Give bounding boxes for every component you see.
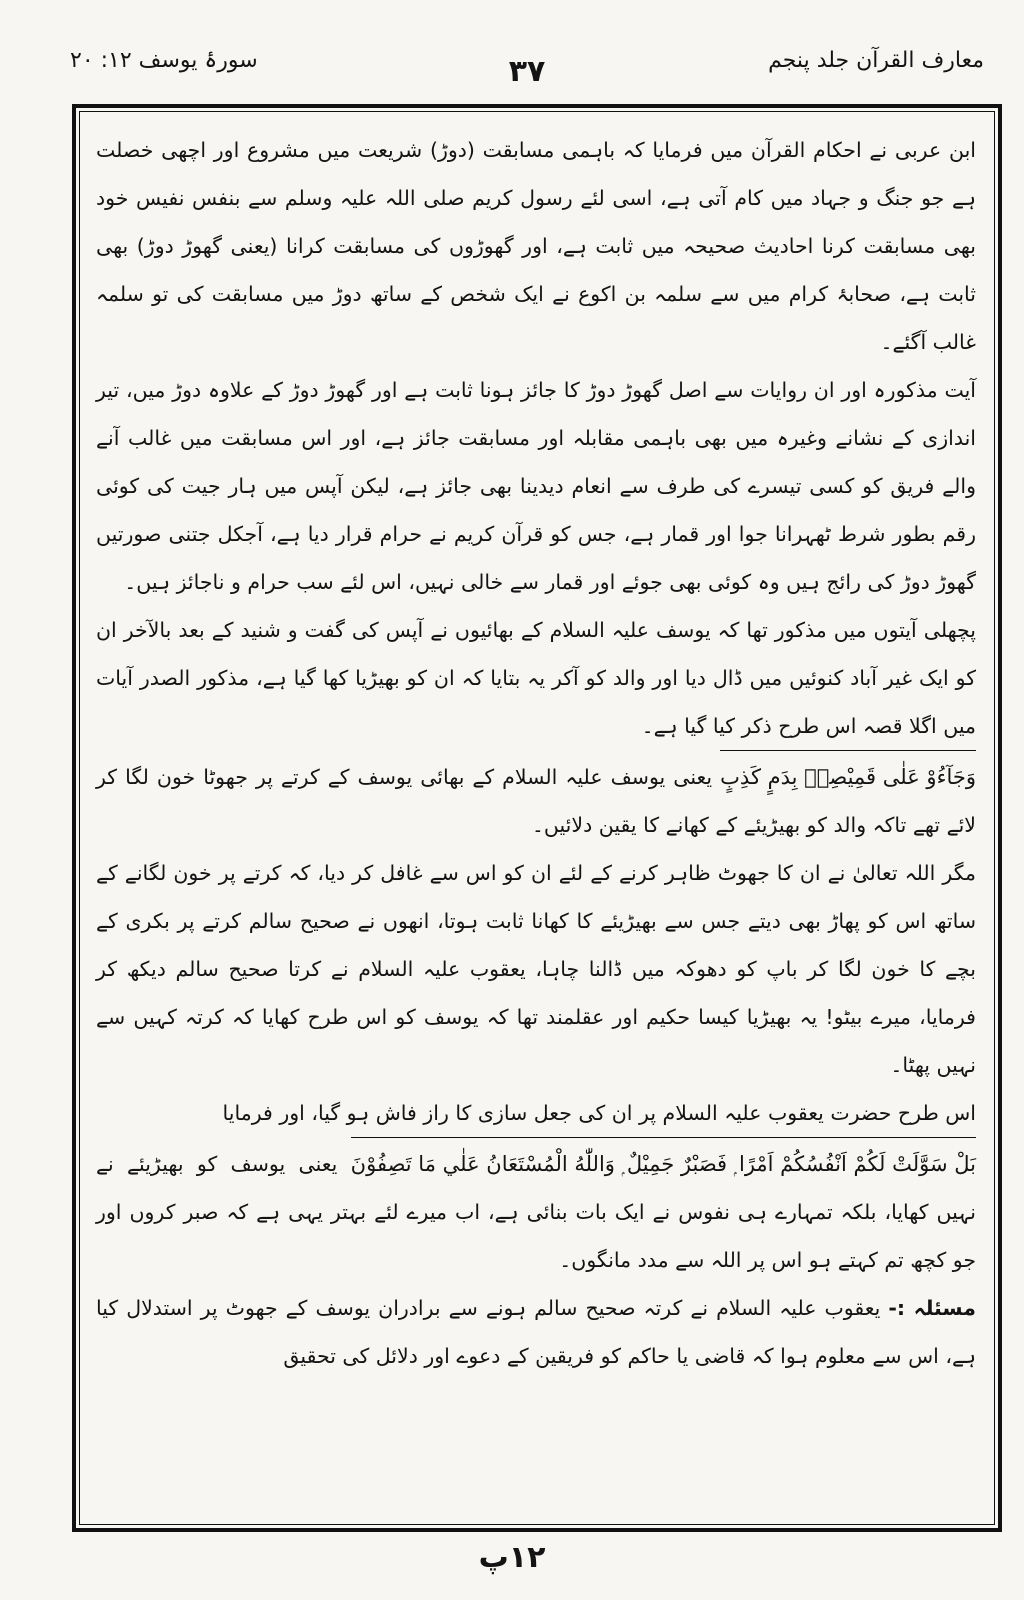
verse-2-translation: یعنی یوسف کو بھیڑیئے نے نہیں کھایا، بلکہ تمہارے ہی نفوس نے ایک بات بنائی ہے، اب میرے لئے بہتر یہی ہے کہ صبر کروں اور جو کچھ تم کہتے ہو اس پر اللہ سے مدد مانگوں۔ — [96, 1152, 976, 1272]
signature-mark: ۱۲پ — [478, 1540, 546, 1575]
text-body — [79, 111, 995, 1525]
text-frame — [72, 104, 1002, 1532]
page-number: ۳۷ — [508, 54, 546, 89]
paragraph-exposed: اس طرح حضرت یعقوب علیہ السلام پر ان کی جعل سازی کا راز فاش ہو گیا، اور فرمایا — [222, 1101, 976, 1125]
masala-label: مسئلہ :- — [888, 1296, 976, 1320]
paragraph-previous-verses: پچھلی آیتوں میں مذکور تھا کہ یوسف علیہ السلام کے بھائیوں نے آپس کی گفت و شنید کے بعد بالآخر ان کو ایک غیر آباد کنوئیں میں ڈال دیا اور والد کو آکر یہ بتایا کہ ان کو بھیڑیا کھا گیا ہے، مذکور الصدر آیات میں اگلا قصہ اس طرح ذکر کیا گیا ہے۔ — [96, 618, 976, 738]
masala-text: یعقوب علیہ السلام نے کرتہ صحیح سالم ہونے سے برادران یوسف کے جھوٹ پر استدلال کیا ہے، اس سے معلوم ہوا کہ قاضی یا حاکم کو فریقین کے دعوے اور دلائل کی تحقیق — [96, 1296, 976, 1368]
masala-block — [96, 1284, 976, 1380]
verse-2-block — [96, 1137, 976, 1284]
verse-2-arabic: بَلْ سَوَّلَتْ لَكُمْ اَنْفُسُكُمْ اَمْرًا ۭ فَصَبْرٌ جَمِيْلٌ ۭ وَاللّٰهُ الْمُسْتَعَانُ عَلٰي مَا تَصِفُوْنَ — [351, 1137, 976, 1188]
surah-reference: سورۂ یوسف ۱۲: ۲۰ — [70, 48, 258, 73]
paragraph-ibn-arabi: ابن عربی نے احکام القرآن میں فرمایا کہ باہمی مسابقت (دوڑ) شریعت میں مشروع اور اچھی خصلت ہے جو جنگ و جہاد میں کام آتی ہے، اسی لئے رسول کریم صلی اللہ علیہ وسلم سے بنفس نفیس خود بھی مسابقت کرنا احادیث صحیحہ میں ثابت ہے، اور گھوڑوں کی مسابقت کرانا (یعنی گھوڑ دوڑ) بھی ثابت ہے، صحابۂ کرام میں سے سلمہ بن اکوع نے ایک شخص کے ساتھ دوڑ میں مسابقت کی تو سلمہ غالب آگئے۔ — [96, 138, 976, 354]
page-header — [70, 48, 984, 88]
verse-1-block — [96, 750, 976, 849]
book-title: معارف القرآن جلد پنجم — [768, 48, 984, 73]
paragraph-shirt-blood: مگر اللہ تعالیٰ نے ان کا جھوٹ ظاہر کرنے کے لئے ان کو اس سے غافل کر دیا، کہ کرتے پر خون لگانے کے ساتھ اس کو پھاڑ بھی دیتے جس سے بھیڑیئے کا کھانا ثابت ہوتا، انھوں نے صحیح سالم کرتے پر بکری کے بچے کا خون لگا کر باپ کو دھوکہ میں ڈالنا چاہا، یعقوب علیہ السلام نے کرتا صحیح سالم دیکھ کر فرمایا، میرے بیٹو! یہ بھیڑیا کیسا حکیم اور عقلمند تھا کہ یوسف کو اس طرح کھایا کہ کرتہ کہیں سے نہیں پھٹا۔ — [96, 861, 976, 1077]
verse-1-translation: یعنی یوسف علیہ السلام کے بھائی یوسف کے کرتے پر جھوٹا خون لگا کر لائے تھے تاکہ والد کو بھیڑیئے کے کھانے کا یقین دلائیں۔ — [96, 765, 976, 837]
verse-1-arabic: وَجَآءُوْ عَلٰى قَمِيْصِهٖ بِدَمٍ كَذِبٍ — [720, 750, 976, 801]
paragraph-horse-racing: آیت مذکورہ اور ان روایات سے اصل گھوڑ دوڑ کا جائز ہونا ثابت ہے اور گھوڑ دوڑ کے علاوہ دوڑ میں، تیر اندازی کے نشانے وغیرہ میں بھی باہمی مقابلہ اور مسابقت جائز ہے، اور اس مسابقت میں غالب آنے والے فریق کو کسی تیسرے کی طرف سے انعام دیدینا بھی جائز ہے، لیکن آپس میں ہار جیت کی کوئی رقم بطور شرط ٹھہرانا جوا اور قمار ہے، جس کو قرآن کریم نے حرام قرار دیا ہے، آجکل جتنی صورتیں گھوڑ دوڑ کی رائج ہیں وہ کوئی بھی جوئے اور قمار سے خالی نہیں، اس لئے سب حرام و ناجائز ہیں۔ — [96, 378, 976, 594]
